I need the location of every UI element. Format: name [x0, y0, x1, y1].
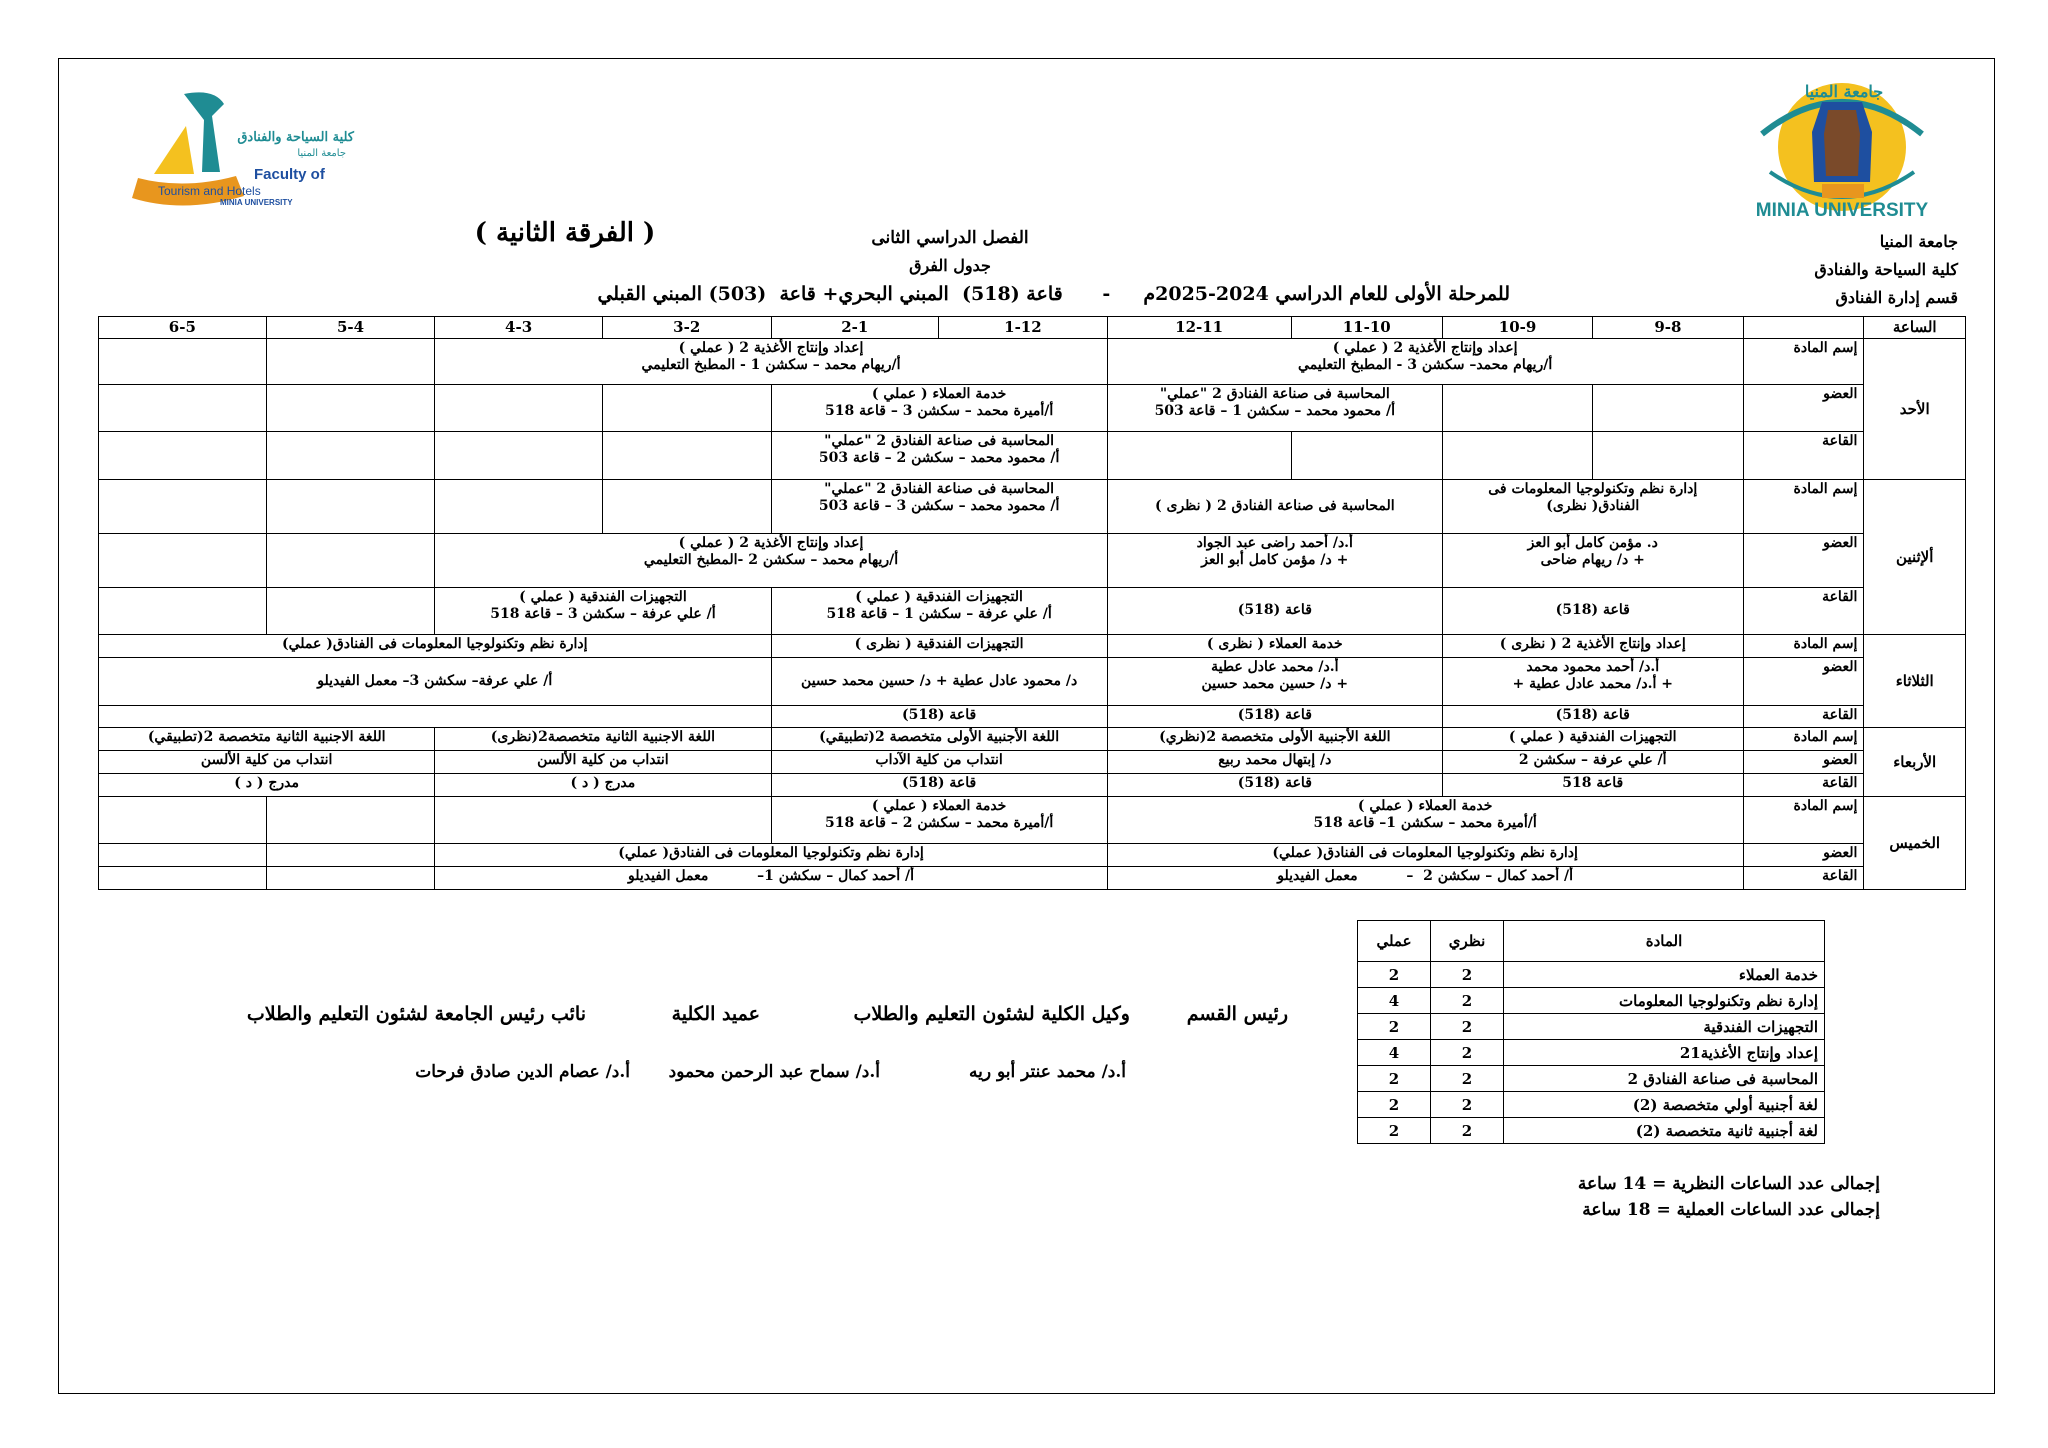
credit-practical: 2 — [1358, 962, 1431, 988]
schedule-cell-empty — [1442, 432, 1592, 480]
time-slot: 6-5 — [99, 317, 267, 339]
row-label-member: العضو — [1743, 844, 1864, 867]
faculty-logo-en-1: Faculty of — [254, 166, 325, 183]
schedule-table — [98, 316, 1966, 890]
faculty-tourism-logo — [124, 86, 354, 214]
schedule-cell-empty — [266, 844, 435, 867]
schedule-subtitle: للمرحلة الأولى للعام الدراسي 2024-2025م - قاعة (518) المبني البحري+ قاعة (503) المبني القبلي — [597, 283, 1510, 305]
schedule-cell: د. مؤمن كامل أبو العز + د/ ريهام ضاحى — [1442, 533, 1743, 587]
schedule-cell: قاعة (518) — [1442, 705, 1743, 728]
row-label-hall: القاعة — [1743, 773, 1864, 796]
day-monday: ألإثنين — [1864, 479, 1966, 634]
row-label-member: العضو — [1743, 533, 1864, 587]
credit-subject: إعداد وإنتاج الأغذية21 — [1504, 1040, 1825, 1066]
schedule-cell: المحاسبة فى صناعة الفنادق 2 ( نظرى ) — [1107, 479, 1442, 533]
schedule-cell-empty — [99, 533, 267, 587]
row-label-subject: إسم المادة — [1743, 635, 1864, 658]
credit-practical: 2 — [1358, 1092, 1431, 1118]
credits-header-theory: نظري — [1431, 921, 1504, 962]
time-slot: 10-9 — [1442, 317, 1592, 339]
schedule-cell-empty — [602, 384, 771, 432]
row-label-member: العضو — [1743, 751, 1864, 774]
credit-theory: 2 — [1431, 1066, 1504, 1092]
name-dean: أ.د/ سماح عبد الرحمن محمود — [668, 1062, 880, 1082]
credit-practical: 4 — [1358, 1040, 1431, 1066]
signature-vice-president: نائب رئيس الجامعة لشئون التعليم والطلاب — [246, 1003, 586, 1025]
signature-vice-dean: وكيل الكلية لشئون التعليم والطلاب — [853, 1003, 1130, 1025]
schedule-cell: التجهيزات الفندقية ( عملي ) أ/ علي عرفة – سكشن 1 – قاعة 518 — [771, 587, 1107, 635]
schedule-cell-empty — [435, 479, 603, 533]
schedule-cell: مدرج ( د ) — [99, 773, 435, 796]
table-type: جدول الفرق — [909, 256, 991, 275]
schedule-cell-empty — [266, 384, 435, 432]
credits-header-practical: عملي — [1358, 921, 1431, 962]
schedule-cell: قاعة (518) — [771, 705, 1107, 728]
schedule-cell: أ/ أحمد كمال – سكشن 2 – معمل الفيديلو — [1107, 867, 1743, 890]
schedule-cell-empty — [266, 867, 435, 890]
schedule-cell: المحاسبة فى صناعة الفنادق 2 "عملي" أ/ محمود محمد – سكشن 3 – قاعة 503 — [771, 479, 1107, 533]
time-slot: 1-12 — [939, 317, 1108, 339]
signature-dean: عميد الكلية — [671, 1003, 760, 1025]
schedule-cell: خدمة العملاء ( عملي ) أ/أميرة محمد – سكشن 3 – قاعة 518 — [771, 384, 1107, 432]
schedule-cell: إعداد وإنتاج الأغذية 2 ( نظرى ) — [1442, 635, 1743, 658]
schedule-cell-empty — [435, 384, 603, 432]
schedule-cell: أ.د/ أحمد محمود محمد + أ.د/ محمد عادل عطية + — [1442, 657, 1743, 705]
time-slot: 11-10 — [1291, 317, 1442, 339]
total-theory-hours: إجمالى عدد الساعات النظرية = 14 ساعة — [1577, 1174, 1880, 1194]
schedule-cell: قاعة 518 — [1442, 773, 1743, 796]
row-label-hall: القاعة — [1743, 587, 1864, 635]
total-hours — [1578, 1172, 1880, 1223]
table-row — [1358, 1014, 1825, 1040]
schedule-cell: المحاسبة فى صناعة الفنادق 2 "عملي" أ/ محمود محمد – سكشن 1 – قاعة 503 — [1107, 384, 1442, 432]
time-slot: 12-11 — [1107, 317, 1291, 339]
time-slot: 2-1 — [771, 317, 939, 339]
minia-logo-text: MINIA UNIVERSITY — [1755, 200, 1929, 221]
department-name: قسم إدارة الفنادق — [1835, 288, 1958, 307]
schedule-cell: قاعة (518) — [1442, 587, 1743, 635]
credit-subject: لغة أجنبية أولي متخصصة (2) — [1504, 1092, 1825, 1118]
name-vice-dean: أ.د/ محمد عنتر أبو ريه — [968, 1062, 1126, 1082]
schedule-cell-empty — [602, 479, 771, 533]
row-label-hall: القاعة — [1743, 705, 1864, 728]
schedule-cell: اللغة الأجنبية الأولى متخصصة 2(نظري) — [1107, 728, 1442, 751]
schedule-cell: انتداب من كلية الألسن — [435, 751, 771, 774]
schedule-cell-empty — [266, 533, 435, 587]
schedule-cell: د/ محمود عادل عطية + د/ حسين محمد حسين — [771, 657, 1107, 705]
schedule-cell: أ.د/ أحمد راضى عبد الجواد + د/ مؤمن كامل أبو العز — [1107, 533, 1442, 587]
schedule-cell: إدارة نظم وتكنولوجيا المعلومات فى الفنادق( عملي) — [99, 635, 772, 658]
schedule-cell-empty — [99, 384, 267, 432]
credit-subject: التجهيزات الفندقية — [1504, 1014, 1825, 1040]
level-title: ( الفرقة الثانية ) — [474, 218, 656, 248]
schedule-cell: التجهيزات الفندقية ( نظرى ) — [771, 635, 1107, 658]
credit-theory: 2 — [1431, 962, 1504, 988]
schedule-cell: د/ إبتهال محمد ربيع — [1107, 751, 1442, 774]
credit-practical: 4 — [1358, 988, 1431, 1014]
schedule-cell: مدرج ( د ) — [435, 773, 771, 796]
schedule-cell: قاعة (518) — [1107, 705, 1442, 728]
credit-subject: خدمة العملاء — [1504, 962, 1825, 988]
faculty-logo-en-2: Tourism and Hotels — [158, 184, 261, 198]
credit-theory: 2 — [1431, 1092, 1504, 1118]
day-tuesday: الثلاثاء — [1864, 635, 1966, 728]
schedule-cell-empty — [99, 844, 267, 867]
schedule-cell-empty — [266, 339, 435, 385]
signature-head-of-department: رئيس القسم — [1186, 1003, 1288, 1025]
credit-practical: 2 — [1358, 1014, 1431, 1040]
credit-practical: 2 — [1358, 1118, 1431, 1144]
schedule-cell-empty — [266, 432, 435, 480]
schedule-cell-empty — [266, 796, 435, 844]
faculty-logo-en-3: MINIA UNIVERSITY — [220, 198, 293, 207]
schedule-cell: أ/ علي عرفة – سكشن 2 — [1442, 751, 1743, 774]
faculty-logo-arabic-2: جامعة المنيا — [297, 148, 346, 159]
schedule-cell: انتداب من كلية الآداب — [771, 751, 1107, 774]
table-row — [1358, 1092, 1825, 1118]
schedule-cell: إعداد وإنتاج الأغذية 2 ( عملي ) أ/ريهام محمد – سكشن 2 -المطبخ التعليمي — [435, 533, 1107, 587]
row-label-hall: القاعة — [1743, 432, 1864, 480]
schedule-cell: إدارة نظم وتكنولوجيا المعلومات فى الفنادق( عملي) — [435, 844, 1107, 867]
row-label-subject: إسم المادة — [1743, 479, 1864, 533]
schedule-cell-empty — [99, 339, 267, 385]
day-wednesday: الأربعاء — [1864, 728, 1966, 796]
credit-hours-table — [1357, 920, 1825, 1144]
table-row — [1358, 1066, 1825, 1092]
credit-theory: 2 — [1431, 1118, 1504, 1144]
schedule-cell: أ/ علي عرفة– سكشن 3– معمل الفيديلو — [99, 657, 772, 705]
schedule-cell-empty — [435, 796, 771, 844]
schedule-cell: أ/ أحمد كمال – سكشن 1– معمل الفيديلو — [435, 867, 1107, 890]
schedule-cell-empty — [99, 796, 267, 844]
schedule-cell: خدمة العملاء ( نظرى ) — [1107, 635, 1442, 658]
table-row — [1358, 1118, 1825, 1144]
minia-university-logo — [1722, 72, 1962, 224]
faculty-name: كلية السياحة والفنادق — [1814, 260, 1958, 279]
schedule-cell-empty — [266, 479, 435, 533]
credit-subject: إدارة نظم وتكنولوجيا المعلومات — [1504, 988, 1825, 1014]
credit-theory: 2 — [1431, 1014, 1504, 1040]
schedule-cell-empty — [1593, 384, 1743, 432]
schedule-cell: اللغة الاجنبية الثانية متخصصة 2(تطبيقي) — [99, 728, 435, 751]
schedule-cell: قاعة (518) — [771, 773, 1107, 796]
time-slot: 3-2 — [602, 317, 771, 339]
schedule-cell-empty — [99, 705, 772, 728]
schedule-cell-empty — [1107, 432, 1291, 480]
time-slot: 5-4 — [266, 317, 435, 339]
schedule-cell-empty — [1593, 432, 1743, 480]
semester-title: الفصل الدراسي الثانى — [871, 228, 1029, 248]
corner-hour: الساعة — [1864, 317, 1966, 339]
day-thursday: الخميس — [1864, 796, 1966, 889]
credit-theory: 2 — [1431, 988, 1504, 1014]
schedule-cell: خدمة العملاء ( عملي ) أ/أميرة محمد – سكشن 1– قاعة 518 — [1107, 796, 1743, 844]
row-label-subject: إسم المادة — [1743, 728, 1864, 751]
name-vice-president: أ.د/ عصام الدين صادق فرحات — [415, 1062, 630, 1082]
schedule-cell: إدارة نظم وتكنولوجيا المعلومات فى الفنادق( نظرى) — [1442, 479, 1743, 533]
corner-blank — [1743, 317, 1864, 339]
day-sunday: الأحد — [1864, 339, 1966, 480]
faculty-logo-arabic: كلية السياحة والفنادق — [237, 130, 354, 145]
schedule-cell-empty — [99, 479, 267, 533]
row-label-subject: إسم المادة — [1743, 796, 1864, 844]
schedule-cell: إعداد وإنتاج الأغذية 2 ( عملي ) أ/ريهام محمد – سكشن 1 - المطبخ التعليمي — [435, 339, 1107, 385]
schedule-cell-empty — [1442, 384, 1592, 432]
row-label-member: العضو — [1743, 384, 1864, 432]
row-label-hall: القاعة — [1743, 867, 1864, 890]
schedule-cell-empty — [99, 587, 267, 635]
schedule-cell: قاعة (518) — [1107, 773, 1442, 796]
schedule-cell: اللغة الاجنبية الثانية متخصصة2(نظرى) — [435, 728, 771, 751]
schedule-cell: انتداب من كلية الألسن — [99, 751, 435, 774]
row-label-subject: إسم المادة — [1743, 339, 1864, 385]
credit-subject: لغة أجنبية ثانية متخصصة (2) — [1504, 1118, 1825, 1144]
schedule-cell: اللغة الأجنبية الأولى متخصصة 2(تطبيقي) — [771, 728, 1107, 751]
schedule-cell-empty — [266, 587, 435, 635]
credit-theory: 2 — [1431, 1040, 1504, 1066]
schedule-cell: المحاسبة فى صناعة الفنادق 2 "عملي" أ/ محمود محمد – سكشن 2 – قاعة 503 — [771, 432, 1107, 480]
time-slot: 9-8 — [1593, 317, 1743, 339]
schedule-cell-empty — [602, 432, 771, 480]
schedule-cell: إعداد وإنتاج الأغذية 2 ( عملي ) أ/ريهام محمد– سكشن 3 - المطبخ التعليمي — [1107, 339, 1743, 385]
schedule-cell: التجهيزات الفندقية ( عملي ) أ/ علي عرفة – سكشن 3 – قاعة 518 — [435, 587, 771, 635]
time-slot: 4-3 — [435, 317, 603, 339]
table-row — [1358, 962, 1825, 988]
university-name: جامعة المنيا — [1879, 232, 1958, 251]
table-row — [1358, 988, 1825, 1014]
schedule-cell: خدمة العملاء ( عملي ) أ/أميرة محمد – سكشن 2 – قاعة 518 — [771, 796, 1107, 844]
table-row — [1358, 1040, 1825, 1066]
schedule-cell-empty — [99, 867, 267, 890]
schedule-cell: أ.د/ محمد عادل عطية + د/ حسين محمد حسين — [1107, 657, 1442, 705]
credits-header-subject: المادة — [1504, 921, 1825, 962]
schedule-cell: قاعة (518) — [1107, 587, 1442, 635]
credit-subject: المحاسبة فى صناعة الفنادق 2 — [1504, 1066, 1825, 1092]
schedule-cell-empty — [435, 432, 603, 480]
minia-logo-arabic: جامعة المنيا — [1804, 82, 1884, 101]
row-label-member: العضو — [1743, 657, 1864, 705]
schedule-cell-empty — [1291, 432, 1442, 480]
total-practical-hours: إجمالى عدد الساعات العملية = 18 ساعة — [1582, 1199, 1880, 1220]
schedule-cell: إدارة نظم وتكنولوجيا المعلومات فى الفنادق( عملي) — [1107, 844, 1743, 867]
credit-practical: 2 — [1358, 1066, 1431, 1092]
schedule-cell-empty — [99, 432, 267, 480]
schedule-cell: التجهيزات الفندقية ( عملي ) — [1442, 728, 1743, 751]
